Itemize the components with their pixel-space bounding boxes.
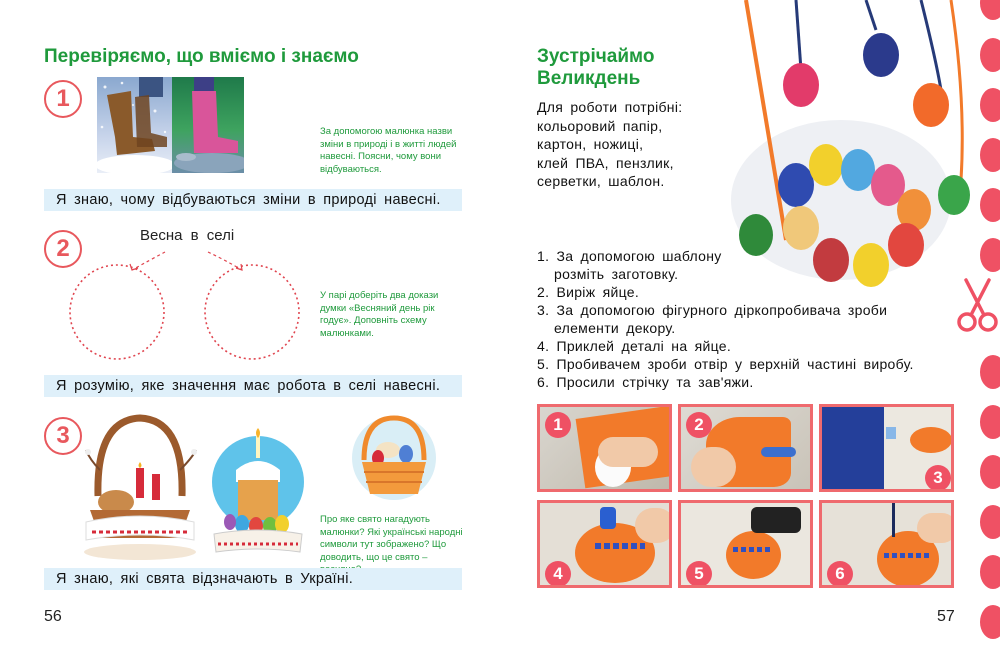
section-number-1: 1: [44, 80, 82, 118]
easter-cake-illustration: [208, 422, 308, 562]
small-basket-illustration: [350, 410, 438, 505]
page-title-right-line2: Великдень: [537, 68, 641, 89]
materials-line: кольоровий папір,: [537, 117, 663, 134]
step-photo-number: 1: [545, 412, 571, 438]
step-photo-number: 6: [827, 561, 853, 587]
step-item: 1. За допомогою шаблону: [537, 248, 722, 264]
step-photo-1: [537, 404, 672, 492]
scissors-icon: [955, 276, 1000, 336]
step-item: 5. Пробивачем зроби отвір у верхній частині виробу.: [537, 356, 914, 372]
step-photo-4: [537, 500, 672, 588]
steps-list: [537, 247, 914, 391]
section2-knowledge-bar: Я розумію, яке значення має робота в селі навесні.: [44, 375, 462, 397]
section-number-3: 3: [44, 417, 82, 455]
section-number-2: 2: [44, 230, 82, 268]
materials-line: клей ПВА, пензлик,: [537, 154, 674, 171]
step-item: 2. Виріж яйце.: [537, 284, 640, 300]
materials-line: серветки, шаблон.: [537, 173, 665, 189]
step-photo-3: [819, 404, 954, 492]
spring-boots-illustration: [172, 77, 244, 173]
step-photo-5: [678, 500, 813, 588]
section1-knowledge-bar: Я знаю, чому відбуваються зміни в природі навесні.: [44, 189, 462, 211]
step-item: елементи декору.: [554, 320, 676, 336]
step-item: розміть заготовку.: [554, 266, 679, 282]
scheme-label: Весна в селі: [140, 227, 235, 244]
step-photo-number: 2: [686, 412, 712, 438]
page-number-left: 56: [44, 608, 62, 625]
page-title-left: Перевіряємо, що вміємо і знаємо: [44, 46, 359, 67]
materials-list: [537, 98, 682, 191]
page-number-right: 57: [937, 608, 955, 625]
materials-line: Для роботи потрібні:: [537, 99, 683, 115]
section3-knowledge-bar: Я знаю, які свята відзначають в Україні.: [44, 568, 462, 590]
section1-task-note: За допомогою малюнка назви зміни в природі і в житті людей навесні. Поясни, чому вони відбуваються.: [320, 126, 457, 175]
section2-task-note: У парі доберіть два докази думки «Весняний день рік годує». Доповніть схему малюнками.: [320, 290, 439, 339]
step-item: 3. За допомогою фігурного діркопробивача зроби: [537, 302, 888, 318]
step-photo-2: [678, 404, 813, 492]
step-item: 6. Просили стрічку та зав'яжи.: [537, 374, 754, 390]
step-photo-number: 5: [686, 561, 712, 587]
winter-boots-illustration: [97, 77, 172, 173]
step-photo-number: 4: [545, 561, 571, 587]
materials-line: картон, ножиці,: [537, 136, 644, 152]
page-title-right-line1: Зустрічаймо: [537, 46, 655, 67]
step-item: 4. Приклей деталі на яйце.: [537, 338, 732, 354]
section3-task-note: Про яке свято нагадують малюнки? Які українські народні символи тут зображено? Що доводить, що це свято –: [320, 514, 463, 563]
step-photo-number: 3: [925, 465, 951, 491]
step-photo-6: [819, 500, 954, 588]
easter-basket-illustration: [80, 410, 200, 562]
scheme-diagram: [60, 240, 320, 370]
